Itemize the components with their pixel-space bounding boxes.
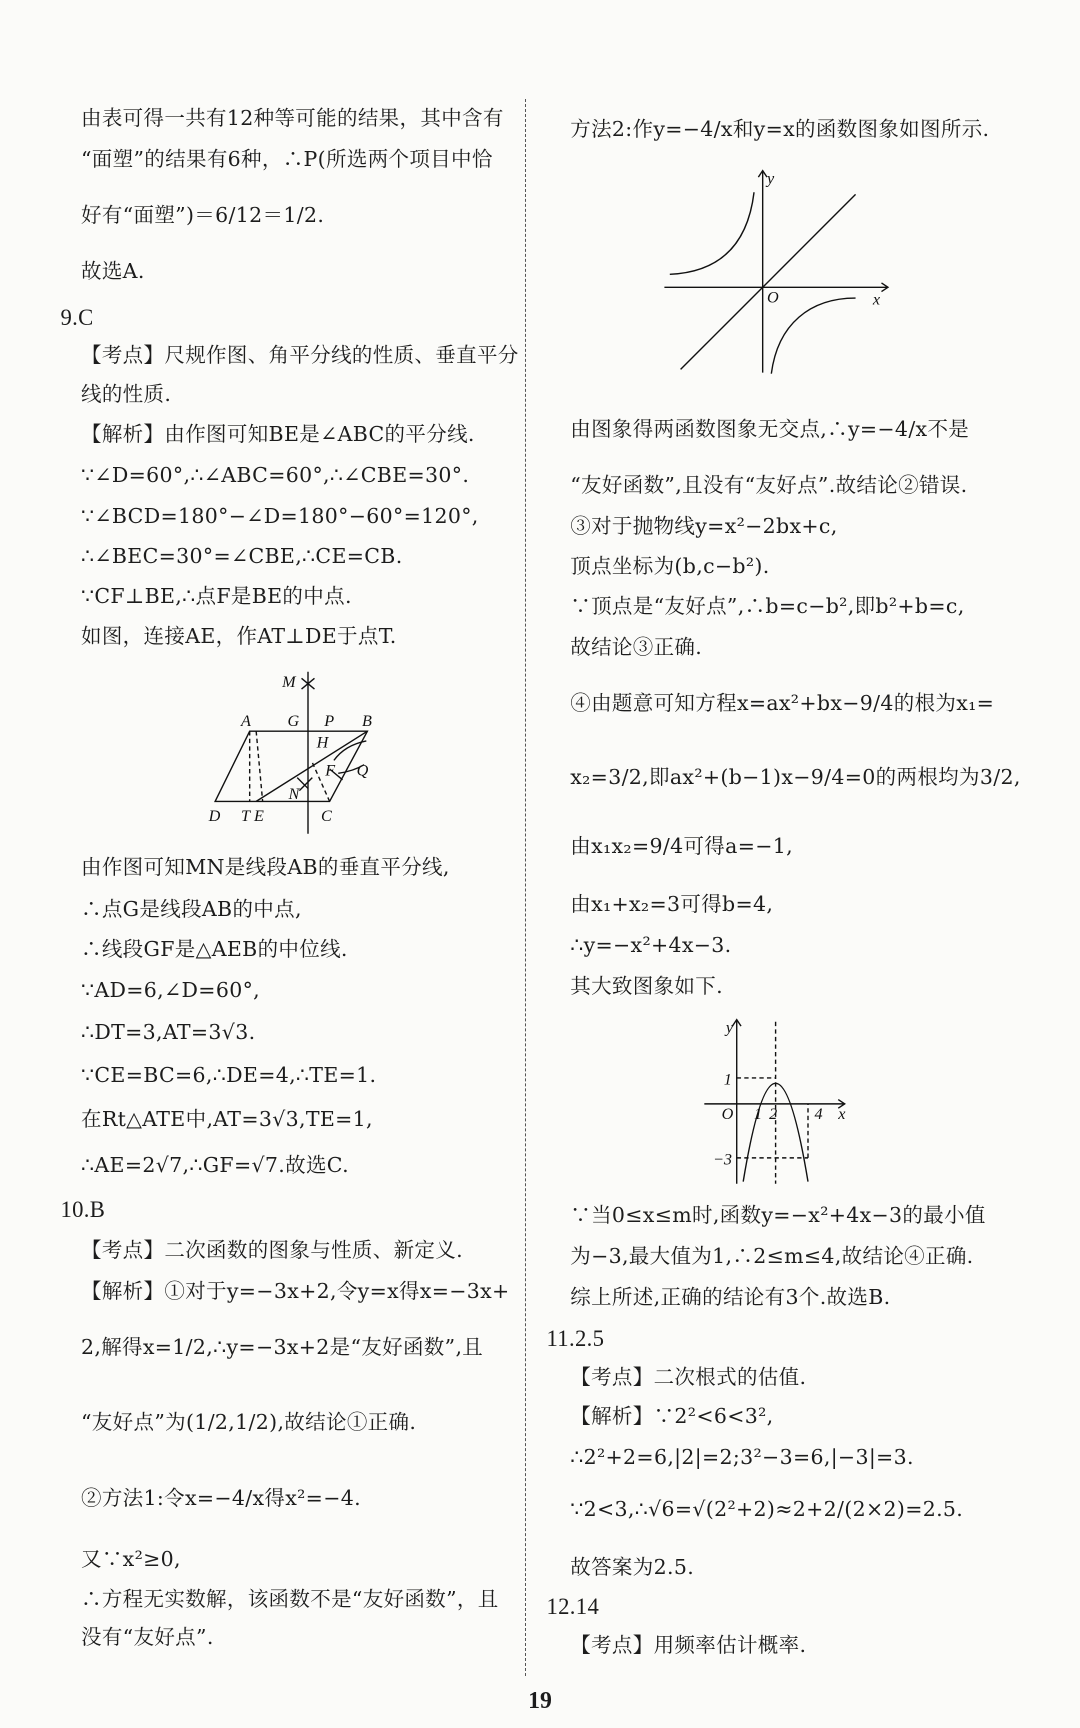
label-M: M xyxy=(281,672,296,691)
axis-label-x: x xyxy=(838,1104,846,1123)
text-line: 方法2:作y=−4/x和y=x的函数图象如图所示. xyxy=(570,116,990,141)
hyperbola-figure xyxy=(659,162,891,378)
text-line: ∵2<3,∴√6=√(2²+2)≈2+2/(2×2)=2.5. xyxy=(570,1496,964,1521)
text-line: ∴2²+2=6,|2|=2;3²−3=6,|−3|=3. xyxy=(570,1445,914,1470)
tick-label-1: 1 xyxy=(723,1070,732,1089)
axis-label-y: y xyxy=(766,169,774,188)
column-divider xyxy=(525,99,526,1676)
text-line: ∵顶点是“友好点”,∴b=c−b²,即b²+b=c, xyxy=(570,594,965,618)
question-number: 9.C xyxy=(60,304,94,330)
text-line: “友好点”为(1/2,1/2),故结论①正确. xyxy=(81,1410,417,1435)
tick-label-x4: 4 xyxy=(814,1104,823,1123)
label-G: G xyxy=(287,711,299,730)
text-line: 如图，连接AE，作AT⊥DE于点T. xyxy=(81,624,397,649)
text-line: 没有“友好点”. xyxy=(81,1625,214,1650)
text-line: 由作图可知MN是线段AB的垂直平分线, xyxy=(81,855,450,880)
text-line: 故答案为2.5. xyxy=(570,1555,695,1580)
label-Q: Q xyxy=(356,761,369,780)
axis-label-y: y xyxy=(725,1018,733,1037)
text-line: ④由题意可知方程x=ax²+bx−9/4的根为x₁= xyxy=(570,691,995,716)
text-line: ∵∠D=60°,∴∠ABC=60°,∴∠CBE=30°. xyxy=(81,463,470,488)
text-line: 【解析】由作图可知BE是∠ABC的平分线. xyxy=(81,422,475,447)
label-P: P xyxy=(323,711,334,730)
label-B: B xyxy=(361,711,372,730)
text-line: 线的性质. xyxy=(81,382,172,407)
label-H: H xyxy=(316,733,329,752)
text-line: 【解析】∵2²<6<3², xyxy=(570,1404,774,1428)
parabola-figure xyxy=(700,1011,862,1186)
text-line: 【考点】用频率估计概率. xyxy=(570,1632,807,1657)
origin-label: O xyxy=(721,1104,734,1123)
label-E: E xyxy=(253,806,264,825)
label-T: T xyxy=(240,806,250,825)
text-line: 为−3,最大值为1,∴2≤m≤4,故结论④正确. xyxy=(570,1244,974,1269)
text-line: ∴AE=2√7,∴GF=√7.故选C. xyxy=(81,1153,349,1178)
text-line: 【解析】①对于y=−3x+2,令y=x得x=−3x+ xyxy=(81,1278,510,1303)
text-line: 2,解得x=1/2,∴y=−3x+2是“友好函数”,且 xyxy=(81,1334,484,1359)
text-line: 故结论③正确. xyxy=(570,635,703,660)
text-line: 在Rt△ATE中,AT=3√3,TE=1, xyxy=(81,1107,373,1131)
text-line: ∵当0≤x≤m时,函数y=−x²+4x−3的最小值 xyxy=(570,1203,986,1228)
text-line: 综上所述,正确的结论有3个.故选B. xyxy=(570,1285,891,1310)
text-line: 由x₁+x₂=3可得b=4, xyxy=(570,892,774,917)
page-number: 19 xyxy=(528,1688,552,1715)
text-line: 又∵x²≥0, xyxy=(81,1546,181,1571)
label-A: A xyxy=(240,711,251,730)
text-line: 好有“面塑”)＝6/12＝1/2. xyxy=(81,203,325,228)
label-F: F xyxy=(325,761,335,780)
text-line: ∵CE=BC=6,∴DE=4,∴TE=1. xyxy=(81,1062,377,1087)
question-number: 11.2.5 xyxy=(546,1326,605,1352)
text-line: ∴y=−x²+4x−3. xyxy=(570,933,732,958)
text-line: “友好函数”,且没有“友好点”.故结论②错误. xyxy=(570,473,968,498)
question-number: 10.B xyxy=(60,1196,106,1222)
origin-label: O xyxy=(766,288,779,307)
geometry-figure xyxy=(200,661,394,839)
text-line: 由x₁x₂=9/4可得a=−1, xyxy=(570,833,793,858)
text-line: ②方法1:令x=−4/x得x²=−4. xyxy=(81,1486,361,1511)
label-N: N xyxy=(288,785,300,804)
tick-label-neg3: −3 xyxy=(712,1150,732,1169)
text-line: 【考点】二次函数的图象与性质、新定义. xyxy=(81,1237,463,1262)
text-line: ∴∠BEC=30°=∠CBE,∴CE=CB. xyxy=(81,544,403,569)
axis-label-x: x xyxy=(872,290,880,309)
question-number: 12.14 xyxy=(546,1594,600,1620)
text-line: 其大致图象如下. xyxy=(570,974,723,999)
text-line: ∵∠BCD=180°−∠D=180°−60°=120°, xyxy=(81,504,479,529)
label-C: C xyxy=(320,806,332,825)
tick-label-x2: 2 xyxy=(768,1104,778,1123)
label-D: D xyxy=(208,806,221,825)
tick-label-x1: 1 xyxy=(753,1104,762,1123)
text-line: 【考点】二次根式的估值. xyxy=(570,1365,807,1390)
text-line: ∵AD=6,∠D=60°, xyxy=(81,978,261,1003)
text-line: ③对于抛物线y=x²−2bx+c, xyxy=(570,514,838,539)
text-line: 由图象得两函数图象无交点,∴y=−4/x不是 xyxy=(570,416,970,441)
text-line: ∵CF⊥BE,∴点F是BE的中点. xyxy=(81,584,352,609)
text-line: 由表可得一共有12种等可能的结果，其中含有 xyxy=(81,105,504,130)
text-line: “面塑”的结果有6种，∴P(所选两个项目中恰 xyxy=(81,146,493,171)
text-line: ∴DT=3,AT=3√3. xyxy=(81,1019,256,1044)
text-line: ∴方程无实数解，该函数不是“友好函数”，且 xyxy=(81,1586,499,1611)
text-line: x₂=3/2,即ax²+(b−1)x−9/4=0的两根均为3/2, xyxy=(570,764,1021,789)
text-line: ∴点G是线段AB的中点, xyxy=(81,897,302,922)
text-line: ∴线段GF是△AEB的中位线. xyxy=(81,937,348,962)
text-line: 故选A. xyxy=(81,259,145,284)
text-line: 【考点】尺规作图、角平分线的性质、垂直平分 xyxy=(81,343,519,368)
text-line: 顶点坐标为(b,c−b²). xyxy=(570,554,770,579)
